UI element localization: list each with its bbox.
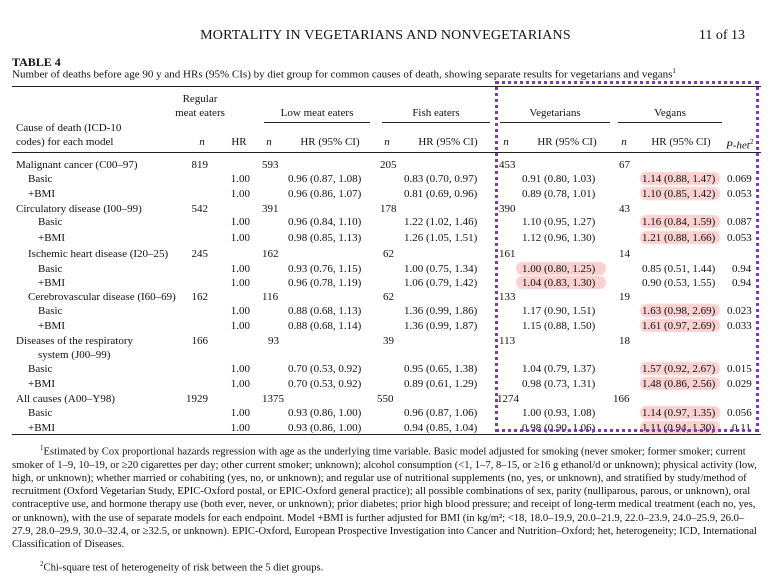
cell-hr-vegan: 1.10 (0.85, 1.42) xyxy=(642,188,716,200)
cell-hr-veg: 1.04 (0.83, 1.30) xyxy=(522,277,596,289)
p-het-label: P-het xyxy=(726,139,750,152)
cell-p-het: 0.069 xyxy=(727,173,752,185)
cell-hr-vegan: 1.14 (0.88, 1.47) xyxy=(642,173,716,185)
cell-hr-fish: 1.36 (0.99, 1.87) xyxy=(404,320,478,332)
row-model-label: +BMI xyxy=(38,232,65,244)
cell-hr-vegan: 0.90 (0.53, 1.55) xyxy=(642,277,716,289)
cell-hr-fish: 1.36 (0.99, 1.86) xyxy=(404,305,478,317)
row-cause-label: Cerebrovascular disease (I60–69) xyxy=(28,291,176,303)
cause-header-line2: codes) for each model xyxy=(16,136,114,148)
group-header-low-meat: Low meat eaters xyxy=(280,107,354,119)
cell-n-veg: 161 xyxy=(499,248,516,260)
cell-hr-veg: 0.91 (0.80, 1.03) xyxy=(522,173,596,185)
col-header-n: n xyxy=(503,136,509,148)
cell-p-het: 0.94 xyxy=(732,263,752,275)
cell-hr-low: 0.96 (0.87, 1.08) xyxy=(288,173,362,185)
cell-n-vegan: 43 xyxy=(619,203,630,215)
row-cause-label: Malignant cancer (C00–97) xyxy=(16,159,138,171)
row-cause-label: All causes (A00–Y98) xyxy=(16,393,115,405)
rule-fish xyxy=(382,122,490,123)
row-model-label: +BMI xyxy=(28,378,55,390)
cell-hr-fish: 0.81 (0.69, 0.96) xyxy=(404,188,478,200)
row-cause-label-cont: system (J00–99) xyxy=(38,349,111,361)
cell-n-low: 116 xyxy=(262,291,279,303)
page-number: 11 of 13 xyxy=(698,28,745,43)
cell-n-vegan: 19 xyxy=(619,291,630,303)
row-model-label: Basic xyxy=(28,363,53,375)
cell-hr-low: 0.88 (0.68, 1.14) xyxy=(288,320,362,332)
annotation-dotted-box xyxy=(495,81,759,432)
cell-hr-vegan: 1.14 (0.97, 1.35) xyxy=(642,407,716,419)
cell-n-regular: 245 xyxy=(191,248,208,260)
group-header-fish: Fish eaters xyxy=(412,107,460,119)
cell-n-veg: 113 xyxy=(499,335,516,347)
cell-hr-low: 0.93 (0.86, 1.00) xyxy=(288,422,362,434)
cell-hr-veg: 1.00 (0.80, 1.25) xyxy=(522,263,596,275)
row-model-label: Basic xyxy=(28,407,53,419)
cause-header-line1: Cause of death (ICD-10 xyxy=(16,122,122,134)
cell-n-low: 162 xyxy=(262,248,279,260)
row-model-label: +BMI xyxy=(38,320,65,332)
table-caption-text: Number of deaths before age 90 y and HRs (95% CIs) by diet group for common causes of death, showing separate results for vegetarians and vegans xyxy=(12,68,673,81)
cell-hr-low: 0.70 (0.53, 0.92) xyxy=(288,363,362,375)
group-header-vegetarians: Vegetarians xyxy=(529,107,581,119)
cell-n-fish: 550 xyxy=(377,393,394,405)
cell-p-het: 0.056 xyxy=(727,407,752,419)
cell-hr-fish: 0.96 (0.87, 1.06) xyxy=(404,407,478,419)
cell-hr-regular: 1.00 xyxy=(230,173,250,185)
cell-hr-vegan: 1.21 (0.88, 1.66) xyxy=(642,232,716,244)
row-cause-label: Ischemic heart disease (I20–25) xyxy=(28,248,169,260)
cell-n-regular: 162 xyxy=(191,291,208,303)
group-header-vegans: Vegans xyxy=(654,107,686,119)
row-cause-label: Diseases of the respiratory xyxy=(16,335,133,347)
cell-p-het: 0.053 xyxy=(727,188,752,200)
col-header-hr-ci: HR (95% CI) xyxy=(651,136,711,148)
row-model-label: Basic xyxy=(38,305,63,317)
col-header-hr-ci: HR (95% CI) xyxy=(537,136,597,148)
table-caption xyxy=(12,67,676,81)
p-het-footnote-ref: 2 xyxy=(749,138,754,146)
cell-hr-fish: 0.95 (0.65, 1.38) xyxy=(404,363,478,375)
cell-hr-veg: 0.98 (0.73, 1.31) xyxy=(522,378,596,390)
cell-n-fish: 205 xyxy=(380,159,397,171)
col-header-hr-ci: HR (95% CI) xyxy=(300,136,360,148)
cell-hr-regular: 1.00 xyxy=(230,216,250,228)
cell-p-het: 0.029 xyxy=(727,378,752,390)
cell-p-het: 0.015 xyxy=(727,363,752,375)
cell-n-veg: 1274 xyxy=(497,393,519,405)
cell-n-vegan: 67 xyxy=(619,159,630,171)
cell-hr-regular: 1.00 xyxy=(230,378,250,390)
footnote-2-text: Chi-square test of heterogeneity of risk between the 5 diet groups. xyxy=(43,562,324,574)
cell-hr-regular: 1.00 xyxy=(230,232,250,244)
cell-hr-fish: 1.00 (0.75, 1.34) xyxy=(404,263,478,275)
cell-hr-regular: 1.00 xyxy=(230,188,250,200)
cell-hr-veg: 1.17 (0.90, 1.51) xyxy=(522,305,596,317)
cell-hr-fish: 0.94 (0.85, 1.04) xyxy=(404,422,478,434)
cell-n-veg: 390 xyxy=(499,203,516,215)
cell-hr-vegan: 1.48 (0.86, 2.56) xyxy=(642,378,716,390)
cell-hr-low: 0.93 (0.76, 1.15) xyxy=(288,263,362,275)
cell-n-fish: 62 xyxy=(383,248,394,260)
table-label: TABLE 4 xyxy=(12,55,61,69)
cell-hr-low: 0.93 (0.86, 1.00) xyxy=(288,407,362,419)
cell-n-low: 93 xyxy=(268,335,279,347)
cell-n-low: 1375 xyxy=(262,393,284,405)
row-model-label: +BMI xyxy=(38,277,65,289)
cell-p-het: 0.023 xyxy=(727,305,752,317)
col-header-hr: HR xyxy=(231,136,247,148)
footnote-1-mark: 1 xyxy=(40,444,44,452)
cell-hr-veg: 1.04 (0.79, 1.37) xyxy=(522,363,596,375)
cell-n-vegan: 166 xyxy=(613,393,630,405)
cell-hr-fish: 0.89 (0.61, 1.29) xyxy=(404,378,478,390)
running-title: MORTALITY IN VEGETARIANS AND NONVEGETARIANS xyxy=(200,28,571,43)
cell-n-vegan: 18 xyxy=(619,335,630,347)
cell-hr-veg: 1.10 (0.95, 1.27) xyxy=(522,216,596,228)
group-header-regular-line1: Regular xyxy=(182,93,218,105)
footnote-1-text: Estimated by Cox proportional hazards regression with age as the underlying time variable. Basic model adjusted for smoking (never smoker; former smoker; current smoker of 1–9, 10–19, or ≥20 cigarettes per day; other current smoker; unknown); alcohol consumption (<1, 1–7, 8–15, or ≥16 g ethanol/d or unknown); physical activity (low, high, or unknown); whether married or cohabiting (yes, no, or unknown); and regular use of nutritional supplements (no, yes, or unknown), and stratified by study/method of recruitment (Oxford Vegetarian Study, EPIC-Oxford postal, or EPIC-Oxford general practice); all possible combinations of sex, parity (nulliparous, parous, or unknown), oral contraceptive use, and hormone therapy use (both ever, never, or unknown); prior diabetes; prior high blood pressure; and receipt of long-term medical treatment (each no, yes, or unknown), with the use of separate models for each endpoint. Model +BMI is further adjusted for BMI (in kg/m²; <18, 18.0–19.9, 20.0–21.9, 22.0–23.9, 24.0–25.9, 26.0–27.9, 28.0–29.9, 30.0–32.4, or ≥32.5, or unknown). EPIC-Oxford, European Prospective Investigation into Cancer and Nutrition–Oxford; het, heterogeneity; ICD, International Classification of Diseases. xyxy=(12,446,757,550)
cell-p-het: 0.033 xyxy=(727,320,752,332)
row-model-label: Basic xyxy=(38,216,63,228)
cell-hr-vegan: 1.57 (0.92, 2.67) xyxy=(642,363,716,375)
col-header-n: n xyxy=(384,136,390,148)
cell-hr-fish: 1.26 (1.05, 1.51) xyxy=(404,232,478,244)
cell-hr-regular: 1.00 xyxy=(230,277,250,289)
cell-n-veg: 453 xyxy=(499,159,516,171)
cell-n-fish: 178 xyxy=(380,203,397,215)
cell-hr-low: 0.88 (0.68, 1.13) xyxy=(288,305,362,317)
cell-n-low: 593 xyxy=(262,159,279,171)
cell-n-vegan: 14 xyxy=(619,248,630,260)
row-cause-label: Circulatory disease (I00–99) xyxy=(16,203,142,215)
cell-hr-vegan: 1.11 (0.94, 1.30) xyxy=(642,422,715,434)
cell-hr-vegan: 1.61 (0.97, 2.69) xyxy=(642,320,716,332)
cell-p-het: 0.087 xyxy=(727,216,752,228)
group-header-regular-line2: meat eaters xyxy=(175,107,225,119)
cell-hr-veg: 0.98 (0.90, 1.06) xyxy=(522,422,596,434)
cell-hr-low: 0.98 (0.85, 1.13) xyxy=(288,232,362,244)
cell-hr-veg: 1.00 (0.93, 1.08) xyxy=(522,407,596,419)
cell-hr-regular: 1.00 xyxy=(230,422,250,434)
row-model-label: +BMI xyxy=(28,422,55,434)
cell-n-regular: 542 xyxy=(191,203,208,215)
cell-p-het: 0.11 xyxy=(732,422,751,434)
cell-hr-vegan: 0.85 (0.51, 1.44) xyxy=(642,263,716,275)
cell-hr-low: 0.96 (0.86, 1.07) xyxy=(288,188,362,200)
cell-hr-regular: 1.00 xyxy=(230,263,250,275)
cell-n-regular: 166 xyxy=(191,335,208,347)
footnote-1 xyxy=(12,442,760,551)
cell-n-fish: 39 xyxy=(383,335,394,347)
cell-hr-veg: 1.12 (0.96, 1.30) xyxy=(522,232,596,244)
cell-hr-fish: 0.83 (0.70, 0.97) xyxy=(404,173,478,185)
cell-p-het: 0.053 xyxy=(727,232,752,244)
cell-hr-regular: 1.00 xyxy=(230,363,250,375)
cell-hr-veg: 0.89 (0.78, 1.01) xyxy=(522,188,596,200)
cell-hr-regular: 1.00 xyxy=(230,320,250,332)
row-model-label: Basic xyxy=(38,263,63,275)
cell-p-het: 0.94 xyxy=(732,277,752,289)
cell-n-low: 391 xyxy=(262,203,279,215)
cell-hr-low: 0.96 (0.78, 1.19) xyxy=(288,277,362,289)
col-header-n: n xyxy=(621,136,627,148)
footnote-2-mark: 2 xyxy=(40,560,44,568)
caption-footnote-ref: 1 xyxy=(672,67,676,75)
cell-hr-low: 0.96 (0.84, 1.10) xyxy=(288,216,362,228)
cell-hr-veg: 1.15 (0.88, 1.50) xyxy=(522,320,596,332)
cell-hr-low: 0.70 (0.53, 0.92) xyxy=(288,378,362,390)
cell-hr-fish: 1.06 (0.79, 1.42) xyxy=(404,277,478,289)
cell-n-regular: 819 xyxy=(191,159,208,171)
cell-hr-vegan: 1.63 (0.98, 2.69) xyxy=(642,305,716,317)
cell-hr-regular: 1.00 xyxy=(230,305,250,317)
col-header-n: n xyxy=(266,136,272,148)
cell-n-regular: 1929 xyxy=(186,393,208,405)
cell-n-fish: 62 xyxy=(383,291,394,303)
cell-hr-fish: 1.22 (1.02, 1.46) xyxy=(404,216,478,228)
cell-hr-regular: 1.00 xyxy=(230,407,250,419)
rule-low-meat xyxy=(264,122,370,123)
footnote-2 xyxy=(12,558,760,575)
row-model-label: Basic xyxy=(28,173,53,185)
cell-n-veg: 133 xyxy=(499,291,516,303)
cell-hr-vegan: 1.16 (0.84, 1.59) xyxy=(642,216,716,228)
col-header-n: n xyxy=(199,136,205,148)
col-header-hr-ci: HR (95% CI) xyxy=(418,136,478,148)
row-model-label: +BMI xyxy=(28,188,55,200)
